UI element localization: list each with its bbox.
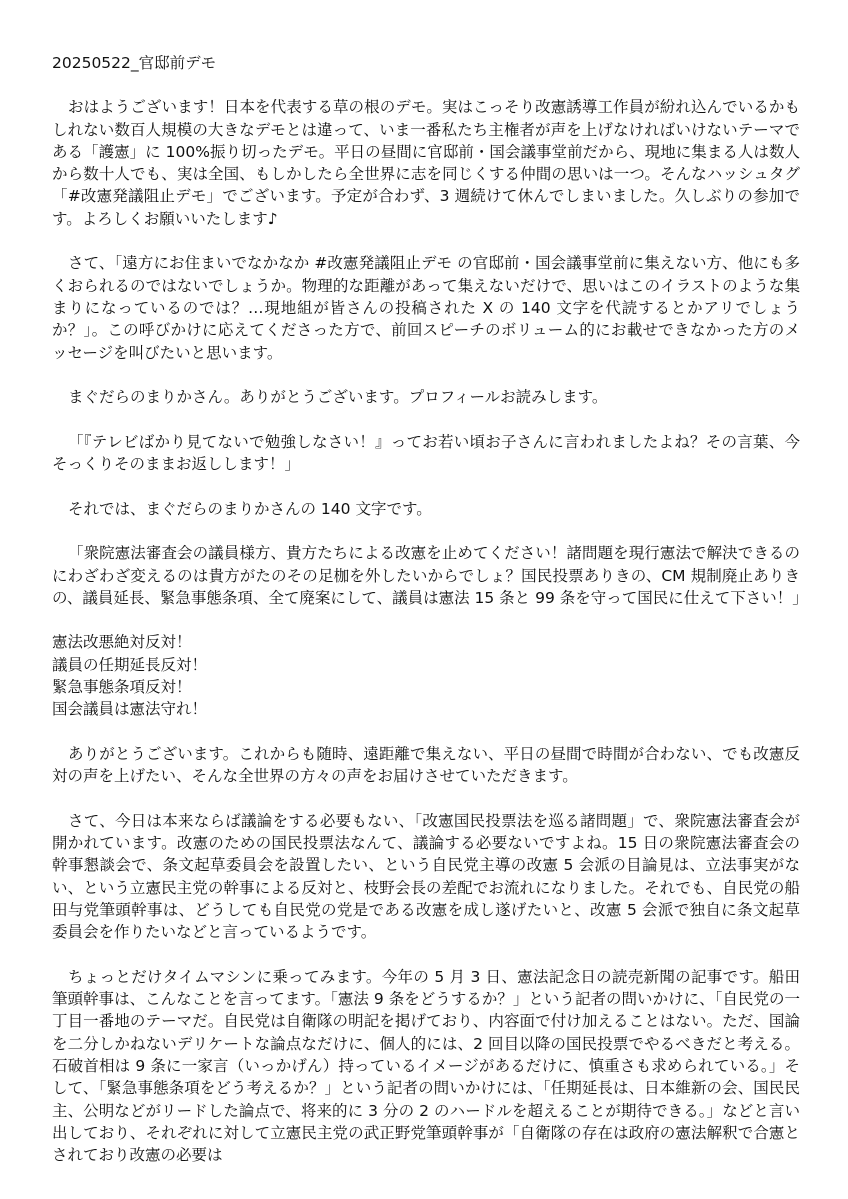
slogan-item: 憲法改悪絶対反対！ xyxy=(52,633,192,652)
paragraph-call-for-messages: さて、「遠方にお住まいでなかなか #改憲発議阻止デモ の官邸前・国会議事堂前に集えない方、他にも多くおられるのではないでしょうか。物理的な距離があって集えないだけで、思いはこのイラストのような集まりになっているのでは？…現地組が皆さんの投稿された X の 140 文字を代読するとかアリでしょうか？」。この呼びかけに応えてくださった方で、前回スピーチのボリューム的にお載せできなかった方のメッセージを叫びたいと思います。 xyxy=(52,254,800,362)
slogan-item: 緊急事態条項反対！ xyxy=(52,678,192,697)
document-page xyxy=(52,52,808,1167)
paragraph-thanks: ありがとうございます。これからも随時、遠距離で集えない、平日の昼間で時間が合わない、でも改憲反対の声を上げたい、そんな全世界の方々の声をお届けさせていただきます。 xyxy=(52,744,800,786)
paragraph-commission-news: さて、今日は本来ならば議論をする必要もない、「改憲国民投票法を巡る諸問題」で、衆院憲法審査会が開かれています。改憲のための国民投票法なんて、議論する必要ないですよね。15 日の衆院憲法審査会の幹事懇談会で、条文起草委員会を設置したい、という自民党主導の改憲 5 会派の目論見は、立法事実がない、という立憲民主党の幹事による反対と、枝野会長の差配でお流れになりました。それでも、自民党の船田与党筆頭幹事は、どうしても自民党の党是である改憲を成し遂げたいと、改憲 5 会派で独自に条文起草委員会を作りたいなどと言っているようです。 xyxy=(52,811,800,942)
slogan-item: 国会議員は憲法守れ！ xyxy=(52,700,208,719)
paragraph-greeting: おはようございます！日本を代表する草の根のデモ。実はこっそり改憲誘導工作員が紛れ込んでいるかもしれない数百人規模の大きなデモとは違って、いま一番私たち主権者が声を上げなければいけないテーマである「護憲」に 100%振り切ったデモ。平日の昼間に官邸前・国会議事堂前だから、現地に集まる人は数人から数十人でも、実は全国、もしかしたら全世界に志を同じくする仲間の思いは一つ。そんなハッシュタグ「#改憲発議阻止デモ」でございます。予定が合わず、3 週続けて休んでしまいました。久しぶりの参加です。よろしくお願いいたします♪ xyxy=(52,98,800,228)
slogan-item: 議員の任期延長反対！ xyxy=(52,655,208,674)
paragraph-profile-intro: まぐだらのまりかさん。ありがとうございます。プロフィールお読みします。 xyxy=(68,388,608,407)
paragraph-newspaper-article: ちょっとだけタイムマシンに乗ってみます。今年の 5 月 3 日、憲法記念日の読売新聞の記事です。船田筆頭幹事は、こんなことを言ってます。「憲法 9 条をどうするか？」という記者の問いかけに、「自民党の一丁目一番地のテーマだ。自民党は自衛隊の明記を掲げており、内容面で付け加えることはない。ただ、国論を二分しかねないデリケートな論点なだけに、個人的には、2 回目以降の国民投票でやるべきだと考える。石破首相は 9 条に一家言（いっかげん）持っているイメージがあるだけに、慎重さも求められている。」そして、「緊急事態条項をどう考えるか？」という記者の問いかけには、「任期延長は、日本維新の会、国民民主、公明などがリードした論点で、将来的に 3 分の 2 のハードルを超えることが期待できる。」などと言い出しており、それぞれに対して立憲民主党の武正野党筆頭幹事が「自衛隊の存在は政府の憲法解釈で合憲とされており改憲の必要は xyxy=(52,967,800,1165)
slogan-list xyxy=(52,631,800,720)
paragraph-message-quote: 「衆院憲法審査会の議員様方、貴方たちによる改憲を止めてください！諸問題を現行憲法で解決できるのにわざわざ変えるのは貴方がたのその足枷を外したいからでしょ？国民投票ありきの、CM 規制廃止ありきの、議員延長、緊急事態条項、全て廃案にして、議員は憲法 15 条と 99 条を守って国民に仕えて下さい！」 xyxy=(52,544,808,607)
document-title: 20250522_官邸前デモ xyxy=(52,54,217,72)
paragraph-message-intro: それでは、まぐだらのまりかさんの 140 文字です。 xyxy=(68,499,432,518)
paragraph-profile-quote: 「『テレビばかり見てないで勉強しなさい！』ってお若い頃お子さんに言われましたよね？その言葉、今そっくりそのままお返しします！」 xyxy=(52,432,800,474)
